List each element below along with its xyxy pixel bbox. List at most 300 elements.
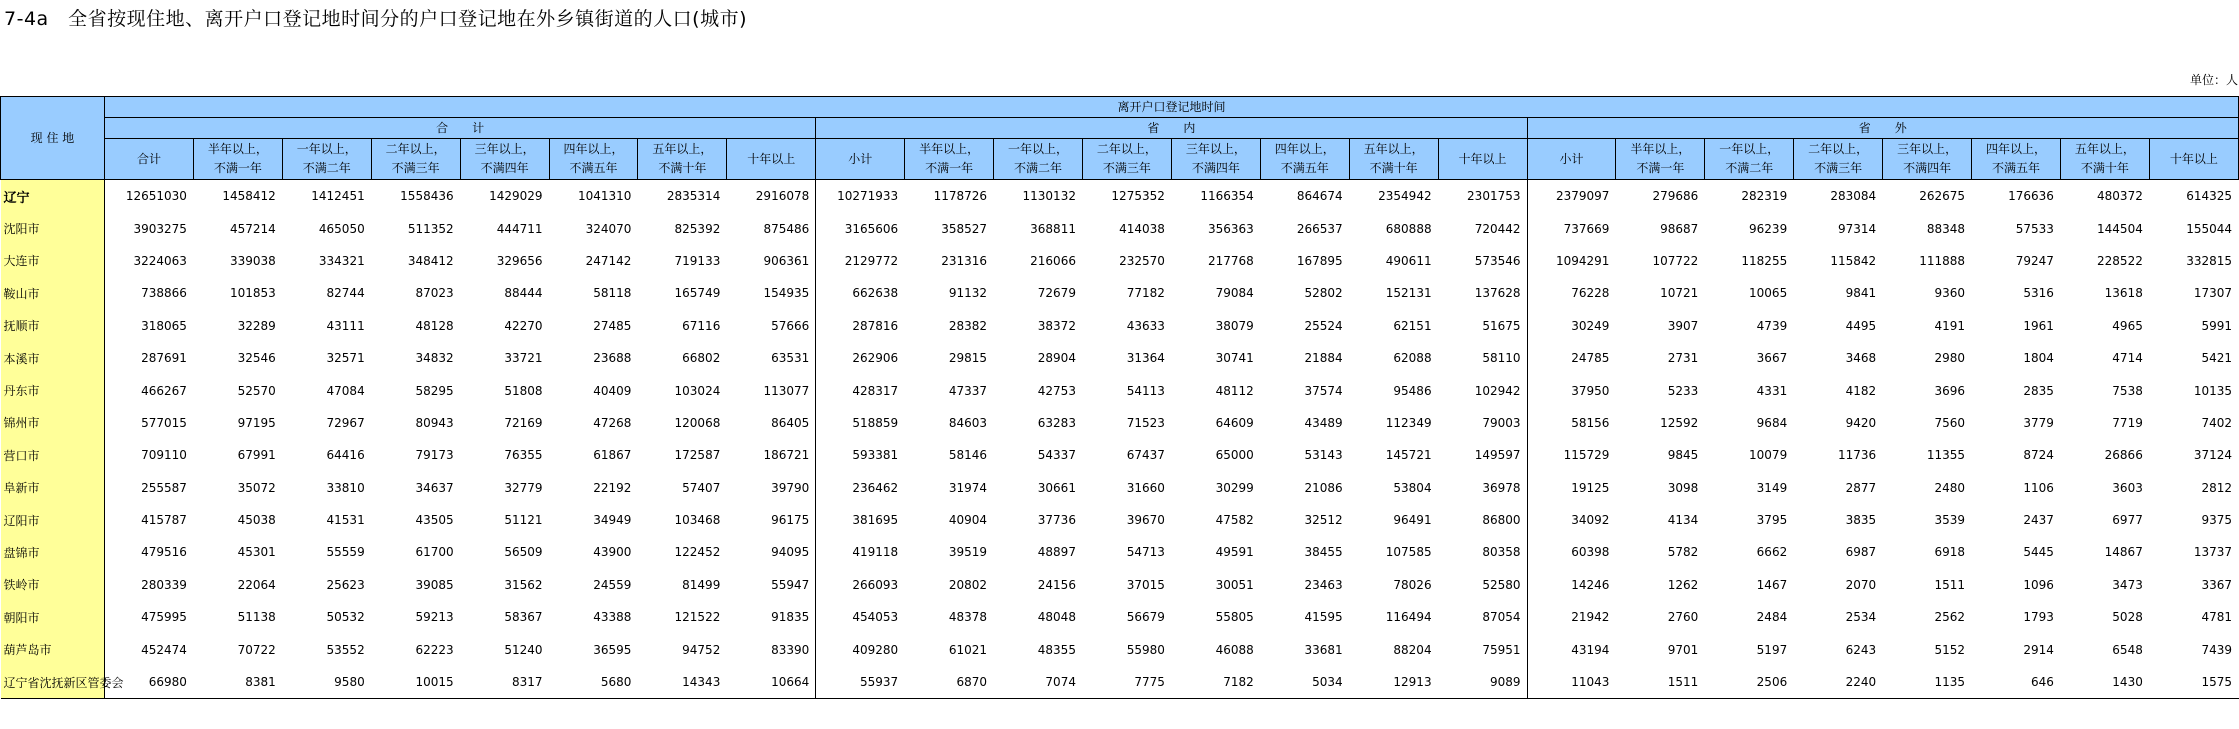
table-cell: 43900 bbox=[593, 545, 632, 560]
table-row bbox=[1, 212, 2239, 244]
table-cell: 17307 bbox=[2193, 286, 2233, 301]
table-cell: 518859 bbox=[852, 415, 899, 430]
table-cell: 27485 bbox=[593, 318, 632, 333]
table-row bbox=[1, 504, 2239, 536]
table-cell: 5782 bbox=[1667, 545, 1699, 560]
table-cell: 32289 bbox=[237, 318, 276, 333]
table-cell: 24156 bbox=[1037, 577, 1076, 592]
table-cell: 324070 bbox=[585, 221, 632, 236]
table-cell: 144504 bbox=[2097, 221, 2143, 236]
table-cell: 41531 bbox=[326, 513, 365, 528]
table-cell: 511352 bbox=[407, 221, 454, 236]
table-cell: 66802 bbox=[682, 351, 721, 366]
table-cell: 51121 bbox=[504, 513, 543, 528]
table-cell: 48128 bbox=[415, 318, 454, 333]
residence-name: 本溪市 bbox=[1, 342, 105, 374]
table-cell: 738866 bbox=[141, 286, 187, 301]
table-cell: 84603 bbox=[948, 415, 988, 430]
table-cell: 13737 bbox=[2193, 545, 2233, 560]
residence-name: 营口市 bbox=[1, 439, 105, 471]
table-cell: 47337 bbox=[948, 383, 988, 398]
table-cell: 4781 bbox=[2201, 610, 2233, 625]
table-cell: 3539 bbox=[1934, 513, 1966, 528]
table-cell: 825392 bbox=[674, 221, 721, 236]
table-cell: 720442 bbox=[1438, 212, 1527, 244]
table-cell: 13618 bbox=[2104, 286, 2143, 301]
table-cell: 454053 bbox=[852, 610, 899, 625]
table-cell: 48048 bbox=[1037, 610, 1076, 625]
table-cell: 12651030 bbox=[125, 189, 187, 204]
table-cell: 88444 bbox=[504, 286, 543, 301]
table-cell: 1106 bbox=[2023, 480, 2054, 495]
table-cell: 3603 bbox=[2112, 480, 2143, 495]
table-cell: 2980 bbox=[1934, 351, 1966, 366]
table-cell: 5316 bbox=[2023, 286, 2054, 301]
table-cell: 94095 bbox=[727, 536, 816, 568]
table-cell: 334321 bbox=[318, 253, 365, 268]
table-cell: 2070 bbox=[1845, 577, 1877, 592]
table-cell: 1458412 bbox=[222, 189, 276, 204]
table-cell: 6662 bbox=[1756, 545, 1788, 560]
residence-name: 抚顺市 bbox=[1, 310, 105, 342]
table-cell: 2731 bbox=[1667, 351, 1699, 366]
table-cell: 368811 bbox=[1030, 221, 1076, 236]
table-cell: 39670 bbox=[1126, 513, 1165, 528]
table-cell: 42753 bbox=[1037, 383, 1076, 398]
table-cell: 72169 bbox=[504, 415, 543, 430]
table-cell: 381695 bbox=[852, 513, 899, 528]
table-cell: 40409 bbox=[593, 383, 632, 398]
table-cell: 62223 bbox=[415, 642, 454, 657]
table-cell: 43489 bbox=[1304, 415, 1343, 430]
table-cell: 11736 bbox=[1837, 448, 1877, 463]
table-cell: 5028 bbox=[2112, 610, 2143, 625]
table-cell: 348412 bbox=[407, 253, 454, 268]
table-cell: 593381 bbox=[852, 448, 899, 463]
table-cell: 1178726 bbox=[933, 189, 988, 204]
table-cell: 186721 bbox=[727, 439, 816, 471]
column-header: 二年以上， 不满三年 bbox=[371, 139, 460, 180]
table-cell: 737669 bbox=[1563, 221, 1610, 236]
table-cell: 24785 bbox=[1571, 351, 1610, 366]
table-cell: 573546 bbox=[1438, 245, 1527, 277]
table-cell: 58295 bbox=[415, 383, 454, 398]
table-cell: 19125 bbox=[1571, 480, 1610, 495]
table-cell: 29815 bbox=[948, 351, 988, 366]
table-cell: 14343 bbox=[638, 666, 727, 699]
table-cell: 680888 bbox=[1385, 221, 1432, 236]
table-cell: 9701 bbox=[1667, 642, 1699, 657]
table-cell: 646 bbox=[1972, 666, 2061, 699]
table-cell: 217768 bbox=[1207, 253, 1254, 268]
table-cell: 1793 bbox=[2023, 610, 2054, 625]
table-cell: 662638 bbox=[852, 286, 899, 301]
table-cell: 54337 bbox=[1037, 448, 1076, 463]
table-cell: 38079 bbox=[1215, 318, 1254, 333]
table-cell: 1262 bbox=[1667, 577, 1699, 592]
table-cell: 14867 bbox=[2104, 545, 2143, 560]
table-cell: 266537 bbox=[1296, 221, 1343, 236]
table-cell: 3795 bbox=[1756, 513, 1788, 528]
table-cell: 47268 bbox=[593, 415, 632, 430]
table-cell: 63531 bbox=[727, 342, 816, 374]
table-cell: 165749 bbox=[674, 286, 721, 301]
table-cell: 98687 bbox=[1660, 221, 1699, 236]
table-cell: 31660 bbox=[1126, 480, 1165, 495]
table-cell: 75951 bbox=[1438, 633, 1527, 665]
table-cell: 3367 bbox=[2201, 577, 2233, 592]
table-cell: 332815 bbox=[2186, 253, 2233, 268]
table-cell: 30051 bbox=[1215, 577, 1254, 592]
table-cell: 42270 bbox=[504, 318, 543, 333]
table-cell: 32571 bbox=[326, 351, 365, 366]
table-cell: 2301753 bbox=[1438, 180, 1527, 213]
table-cell: 479516 bbox=[141, 545, 187, 560]
table-cell: 3473 bbox=[2112, 577, 2143, 592]
table-cell: 61867 bbox=[593, 448, 632, 463]
table-cell: 8317 bbox=[460, 666, 549, 699]
table-cell: 53552 bbox=[326, 642, 365, 657]
table-cell: 9375 bbox=[2201, 513, 2233, 528]
table-cell: 116494 bbox=[1385, 610, 1432, 625]
table-cell: 25623 bbox=[326, 577, 365, 592]
table-cell: 53804 bbox=[1393, 480, 1432, 495]
table-cell: 1429029 bbox=[489, 189, 543, 204]
table-cell: 466267 bbox=[141, 383, 187, 398]
table-cell: 102942 bbox=[1438, 374, 1527, 406]
group-header: 合 计 bbox=[105, 118, 816, 139]
table-cell: 318065 bbox=[141, 318, 187, 333]
table-cell: 9420 bbox=[1845, 415, 1877, 430]
table-cell: 428317 bbox=[852, 383, 899, 398]
table-cell: 34832 bbox=[415, 351, 454, 366]
table-cell: 172587 bbox=[674, 448, 721, 463]
table-cell: 490611 bbox=[1385, 253, 1432, 268]
table-cell: 61700 bbox=[415, 545, 454, 560]
table-cell: 1412451 bbox=[311, 189, 365, 204]
table-cell: 115842 bbox=[1830, 253, 1877, 268]
table-cell: 7182 bbox=[1171, 666, 1260, 699]
table-cell: 43505 bbox=[415, 513, 454, 528]
table-cell: 81499 bbox=[682, 577, 721, 592]
column-header: 四年以上， 不满五年 bbox=[549, 139, 638, 180]
table-cell: 94752 bbox=[682, 642, 721, 657]
table-cell: 906361 bbox=[727, 245, 816, 277]
table-cell: 283084 bbox=[1830, 189, 1877, 204]
table-cell: 4182 bbox=[1845, 383, 1877, 398]
table-cell: 1467 bbox=[1756, 577, 1788, 592]
table-cell: 4965 bbox=[2112, 318, 2143, 333]
table-cell: 31562 bbox=[504, 577, 543, 592]
table-cell: 55559 bbox=[326, 545, 365, 560]
table-cell: 112349 bbox=[1385, 415, 1432, 430]
table-cell: 45038 bbox=[237, 513, 276, 528]
table-cell: 7074 bbox=[994, 666, 1083, 699]
table-cell: 51808 bbox=[504, 383, 543, 398]
table-cell: 279686 bbox=[1652, 189, 1699, 204]
table-cell: 43388 bbox=[593, 610, 632, 625]
table-cell: 113077 bbox=[727, 374, 816, 406]
table-cell: 4331 bbox=[1756, 383, 1788, 398]
table-cell: 96491 bbox=[1393, 513, 1432, 528]
table-cell: 6870 bbox=[905, 666, 994, 699]
table-row bbox=[1, 310, 2239, 342]
table-header bbox=[1, 97, 2239, 180]
column-header: 三年以上， 不满四年 bbox=[1883, 139, 1972, 180]
table-cell: 30661 bbox=[1037, 480, 1076, 495]
table-cell: 47582 bbox=[1215, 513, 1254, 528]
table-cell: 55947 bbox=[727, 569, 816, 601]
column-header: 五年以上， 不满十年 bbox=[1349, 139, 1438, 180]
table-cell: 7560 bbox=[1934, 415, 1966, 430]
table-cell: 72967 bbox=[326, 415, 365, 430]
table-cell: 415787 bbox=[141, 513, 187, 528]
table-cell: 79084 bbox=[1215, 286, 1254, 301]
table-cell: 356363 bbox=[1207, 221, 1254, 236]
table-cell: 480372 bbox=[2097, 189, 2143, 204]
table-cell: 2129772 bbox=[844, 253, 899, 268]
table-cell: 82744 bbox=[326, 286, 365, 301]
table-row bbox=[1, 277, 2239, 309]
table-cell: 58367 bbox=[504, 610, 543, 625]
table-cell: 2437 bbox=[2023, 513, 2054, 528]
table-cell: 1275352 bbox=[1111, 189, 1165, 204]
table-cell: 2484 bbox=[1756, 610, 1788, 625]
table-cell: 37950 bbox=[1571, 383, 1610, 398]
table-cell: 97314 bbox=[1837, 221, 1877, 236]
table-cell: 32779 bbox=[504, 480, 543, 495]
table-cell: 86405 bbox=[727, 407, 816, 439]
table-cell: 58146 bbox=[948, 448, 988, 463]
table-cell: 7775 bbox=[1082, 666, 1171, 699]
table-cell: 7439 bbox=[2201, 642, 2233, 657]
column-header: 三年以上， 不满四年 bbox=[460, 139, 549, 180]
table-cell: 3468 bbox=[1845, 351, 1877, 366]
table-cell: 3779 bbox=[2023, 415, 2054, 430]
residence-name: 辽宁省沈抚新区管委会 bbox=[1, 666, 105, 699]
table-cell: 457214 bbox=[230, 221, 276, 236]
table-cell: 2835314 bbox=[666, 189, 721, 204]
table-cell: 21884 bbox=[1304, 351, 1343, 366]
table-cell: 78026 bbox=[1393, 577, 1432, 592]
column-header: 半年以上， 不满一年 bbox=[905, 139, 994, 180]
table-cell: 3835 bbox=[1845, 513, 1877, 528]
table-cell: 91132 bbox=[948, 286, 988, 301]
table-cell: 101853 bbox=[230, 286, 276, 301]
table-cell: 329656 bbox=[496, 253, 543, 268]
residence-name: 沈阳市 bbox=[1, 212, 105, 244]
table-cell: 59213 bbox=[415, 610, 454, 625]
table-cell: 71523 bbox=[1126, 415, 1165, 430]
table-cell: 9580 bbox=[282, 666, 371, 699]
table-cell: 67116 bbox=[682, 318, 721, 333]
table-cell: 58110 bbox=[1438, 342, 1527, 374]
table-cell: 46088 bbox=[1215, 642, 1254, 657]
table-cell: 45301 bbox=[237, 545, 276, 560]
table-cell: 32512 bbox=[1304, 513, 1343, 528]
table-cell: 55937 bbox=[816, 666, 905, 699]
table-cell: 57407 bbox=[682, 480, 721, 495]
table-cell: 4739 bbox=[1756, 318, 1788, 333]
table-cell: 21942 bbox=[1571, 610, 1610, 625]
table-cell: 2835 bbox=[2023, 383, 2054, 398]
table-cell: 9360 bbox=[1934, 286, 1966, 301]
table-cell: 28904 bbox=[1037, 351, 1076, 366]
group-header: 省 外 bbox=[1527, 118, 2239, 139]
table-cell: 280339 bbox=[141, 577, 187, 592]
table-cell: 232570 bbox=[1119, 253, 1165, 268]
residence-name: 辽宁 bbox=[1, 180, 105, 213]
table-cell: 76228 bbox=[1571, 286, 1610, 301]
table-cell: 40904 bbox=[948, 513, 988, 528]
table-cell: 67437 bbox=[1126, 448, 1165, 463]
table-cell: 4495 bbox=[1845, 318, 1877, 333]
table-cell: 154935 bbox=[727, 277, 816, 309]
table-cell: 1096 bbox=[2023, 577, 2054, 592]
table-cell: 2354942 bbox=[1378, 189, 1432, 204]
table-cell: 2562 bbox=[1934, 610, 1966, 625]
table-cell: 34949 bbox=[593, 513, 632, 528]
unit-label: 单位：人 bbox=[2189, 73, 2238, 87]
table-cell: 5421 bbox=[2201, 351, 2233, 366]
column-header: 小计 bbox=[1527, 139, 1616, 180]
table-cell: 7538 bbox=[2112, 383, 2143, 398]
table-cell: 65000 bbox=[1215, 448, 1254, 463]
residence-name: 葫芦岛市 bbox=[1, 633, 105, 665]
table-cell: 9845 bbox=[1667, 448, 1699, 463]
residence-name: 朝阳市 bbox=[1, 601, 105, 633]
table-cell: 54113 bbox=[1126, 383, 1165, 398]
column-header: 一年以上， 不满二年 bbox=[994, 139, 1083, 180]
table-cell: 64416 bbox=[326, 448, 365, 463]
table-cell: 3903275 bbox=[133, 221, 187, 236]
residence-name: 阜新市 bbox=[1, 472, 105, 504]
residence-name: 铁岭市 bbox=[1, 569, 105, 601]
table-row bbox=[1, 633, 2239, 665]
table-cell: 7719 bbox=[2112, 415, 2143, 430]
table-cell: 36595 bbox=[593, 642, 632, 657]
table-cell: 10015 bbox=[371, 666, 460, 699]
table-cell: 48378 bbox=[948, 610, 988, 625]
table-cell: 30249 bbox=[1571, 318, 1610, 333]
table-cell: 1430 bbox=[2060, 666, 2149, 699]
table-cell: 79173 bbox=[415, 448, 454, 463]
table-cell: 1041310 bbox=[577, 189, 632, 204]
table-cell: 87023 bbox=[415, 286, 454, 301]
table-cell: 4134 bbox=[1667, 513, 1699, 528]
table-cell: 155044 bbox=[2186, 221, 2233, 236]
table-cell: 66980 bbox=[105, 666, 194, 699]
table-cell: 1511 bbox=[1934, 577, 1966, 592]
table-cell: 48112 bbox=[1215, 383, 1254, 398]
table-cell: 37736 bbox=[1037, 513, 1076, 528]
table-cell: 25524 bbox=[1304, 318, 1343, 333]
table-cell: 35072 bbox=[237, 480, 276, 495]
table-cell: 287816 bbox=[852, 318, 899, 333]
table-cell: 80943 bbox=[415, 415, 454, 430]
column-header: 十年以上 bbox=[1438, 139, 1527, 180]
table-cell: 152131 bbox=[1385, 286, 1432, 301]
table-cell: 72679 bbox=[1037, 286, 1076, 301]
table-cell: 39085 bbox=[415, 577, 454, 592]
table-cell: 247142 bbox=[585, 253, 632, 268]
table-cell: 5233 bbox=[1667, 383, 1699, 398]
table-cell: 2506 bbox=[1705, 666, 1794, 699]
column-header: 二年以上， 不满三年 bbox=[1082, 139, 1171, 180]
table-cell: 5680 bbox=[549, 666, 638, 699]
table-cell: 28382 bbox=[948, 318, 988, 333]
table-cell: 1804 bbox=[2023, 351, 2054, 366]
table-cell: 54713 bbox=[1126, 545, 1165, 560]
table-row bbox=[1, 180, 2239, 213]
table-cell: 61021 bbox=[948, 642, 988, 657]
table-cell: 96175 bbox=[727, 504, 816, 536]
table-cell: 63283 bbox=[1037, 415, 1076, 430]
table-cell: 216066 bbox=[1030, 253, 1076, 268]
table-cell: 103468 bbox=[674, 513, 721, 528]
table-cell: 32546 bbox=[237, 351, 276, 366]
table-cell: 58156 bbox=[1571, 415, 1610, 430]
table-body bbox=[1, 180, 2239, 699]
table-cell: 444711 bbox=[496, 221, 543, 236]
table-cell: 339038 bbox=[230, 253, 276, 268]
residence-name: 锦州市 bbox=[1, 407, 105, 439]
table-cell: 33721 bbox=[504, 351, 543, 366]
table-cell: 56679 bbox=[1126, 610, 1165, 625]
table-cell: 30741 bbox=[1215, 351, 1254, 366]
table-cell: 55805 bbox=[1215, 610, 1254, 625]
table-cell: 266093 bbox=[852, 577, 899, 592]
table-cell: 121522 bbox=[674, 610, 721, 625]
table-cell: 107722 bbox=[1652, 253, 1699, 268]
table-cell: 4191 bbox=[1934, 318, 1966, 333]
column-header: 半年以上， 不满一年 bbox=[193, 139, 282, 180]
table-cell: 26866 bbox=[2104, 448, 2143, 463]
table-cell: 51240 bbox=[504, 642, 543, 657]
column-header: 四年以上， 不满五年 bbox=[1972, 139, 2061, 180]
table-cell: 1961 bbox=[2023, 318, 2054, 333]
table-cell: 31974 bbox=[948, 480, 988, 495]
table-cell: 614325 bbox=[2186, 189, 2233, 204]
table-cell: 2480 bbox=[1934, 480, 1966, 495]
table-cell: 64609 bbox=[1215, 415, 1254, 430]
table-cell: 9684 bbox=[1756, 415, 1788, 430]
table-cell: 48897 bbox=[1037, 545, 1076, 560]
table-cell: 33810 bbox=[326, 480, 365, 495]
table-cell: 107585 bbox=[1385, 545, 1432, 560]
table-row bbox=[1, 342, 2239, 374]
table-cell: 1094291 bbox=[1555, 253, 1610, 268]
table-cell: 23463 bbox=[1304, 577, 1343, 592]
table-cell: 167895 bbox=[1296, 253, 1343, 268]
table-cell: 1166354 bbox=[1200, 189, 1254, 204]
table-cell: 709110 bbox=[141, 448, 187, 463]
table-cell: 115729 bbox=[1563, 448, 1610, 463]
table-cell: 3696 bbox=[1934, 383, 1966, 398]
table-cell: 51675 bbox=[1438, 310, 1527, 342]
table-cell: 11355 bbox=[1926, 448, 1966, 463]
table-cell: 22192 bbox=[593, 480, 632, 495]
table-cell: 79247 bbox=[2015, 253, 2054, 268]
table-cell: 31364 bbox=[1126, 351, 1165, 366]
table-cell: 77182 bbox=[1126, 286, 1165, 301]
table-cell: 37015 bbox=[1126, 577, 1165, 592]
table-cell: 1135 bbox=[1883, 666, 1972, 699]
table-cell: 30299 bbox=[1215, 480, 1254, 495]
table-cell: 88348 bbox=[1926, 221, 1966, 236]
table-row bbox=[1, 666, 2239, 699]
table-cell: 43111 bbox=[326, 318, 365, 333]
